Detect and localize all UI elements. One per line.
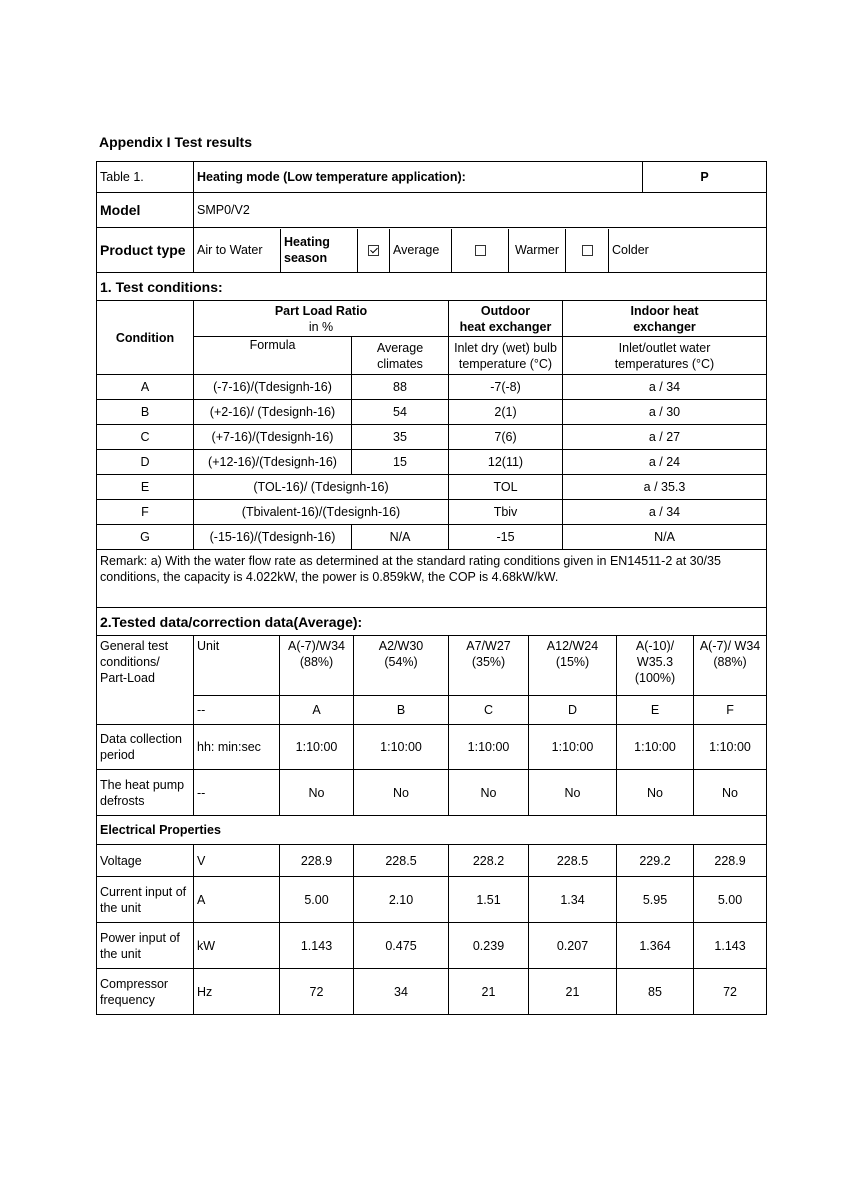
model-label: Model [97, 193, 194, 228]
table-row [97, 725, 767, 770]
point-line-1: A(-10)/ [635, 639, 675, 653]
condition-header: Condition [97, 301, 194, 375]
table-row [97, 969, 767, 1015]
heating-season-label: Heating season [281, 229, 358, 272]
table-row [97, 475, 767, 500]
value-cell: 228.9 [694, 845, 767, 877]
point-line-1: A12/W24 [546, 639, 599, 653]
outdoor-cell: -7(-8) [449, 375, 563, 400]
average-cell: 15 [352, 450, 449, 475]
value-cell: 21 [529, 969, 617, 1015]
remark-line-1: Remark: a) With the water flow rate as determined at the standard rating conditions given in EN14511-2 at 30/35 [100, 554, 721, 568]
unit-cell: V [194, 845, 280, 877]
water-header: Inlet/outlet water [618, 340, 711, 355]
season-average-label: Average [390, 229, 452, 272]
plr-header: Part Load Ratio [274, 303, 368, 318]
value-cell: 1:10:00 [354, 725, 449, 770]
table-row [97, 923, 767, 969]
value-cell: 228.2 [449, 845, 529, 877]
value-cell: No [529, 770, 617, 816]
value-cell: 1:10:00 [280, 725, 354, 770]
warmer-checkbox[interactable] [452, 229, 509, 272]
colder-checkbox[interactable] [566, 229, 609, 272]
value-cell: 5.00 [280, 877, 354, 923]
indoor-cell: a / 24 [563, 450, 767, 475]
value-cell: 228.9 [280, 845, 354, 877]
inlet-header: Inlet dry (wet) bulb [454, 340, 557, 355]
unit-cell: A [194, 877, 280, 923]
condition-cell: A [97, 375, 194, 400]
value-cell: 0.475 [354, 923, 449, 969]
remark [97, 550, 767, 608]
row-label: Power input of [100, 930, 180, 945]
table-row [97, 845, 767, 877]
table-row [97, 425, 767, 450]
condition-cell: F [97, 500, 194, 525]
row-label-2: frequency [100, 992, 155, 1007]
value-cell: 1.364 [617, 923, 694, 969]
checkbox-icon [582, 245, 593, 256]
section-test-conditions: 1. Test conditions: [97, 273, 767, 301]
row-label-2: the unit [100, 900, 142, 915]
table-p-marker: P [643, 162, 767, 193]
value-cell: 1.143 [280, 923, 354, 969]
table-label: Table 1. [97, 162, 194, 193]
table-row [97, 770, 767, 816]
point-letter: C [449, 696, 529, 725]
value-cell: 228.5 [529, 845, 617, 877]
formula-cell: (+2-16)/ (Tdesignh-16) [194, 400, 352, 425]
value-cell: 1:10:00 [617, 725, 694, 770]
formula-cell: (-15-16)/(Tdesignh-16) [194, 525, 352, 550]
row-label-2: period [100, 748, 135, 762]
unit-cell: Hz [194, 969, 280, 1015]
unit-cell: hh: min:sec [194, 725, 280, 770]
outdoor-header-2: heat exchanger [459, 319, 552, 334]
point-line-2: (15%) [555, 655, 590, 669]
row-label: The heat pump [100, 777, 185, 792]
point-line-2: (54%) [384, 655, 418, 669]
point-letter: B [354, 696, 449, 725]
season-warmer-label: Warmer [509, 229, 566, 272]
value-cell: 2.10 [354, 877, 449, 923]
value-cell: 85 [617, 969, 694, 1015]
value-cell: 1.143 [694, 923, 767, 969]
value-cell: No [280, 770, 354, 816]
value-cell: 1:10:00 [529, 725, 617, 770]
value-cell: 5.00 [694, 877, 767, 923]
point-line-1: A2/W30 [378, 639, 424, 653]
average-header: Average [376, 340, 424, 355]
row-label: Data collection [100, 732, 182, 746]
value-cell: 34 [354, 969, 449, 1015]
product-type-value: Air to Water [194, 229, 281, 272]
indoor-header-2: exchanger [633, 319, 696, 334]
test-point-header [449, 636, 529, 696]
value-cell: 72 [280, 969, 354, 1015]
outdoor-cell: TOL [449, 475, 563, 500]
point-line-3: (100%) [634, 671, 676, 685]
model-value: SMP0/V2 [194, 193, 767, 228]
point-letter: E [617, 696, 694, 725]
point-line-2: (88%) [299, 655, 334, 669]
point-letter: D [529, 696, 617, 725]
general-header-2: conditions/ [100, 655, 160, 669]
test-point-header [280, 636, 354, 696]
value-cell: No [449, 770, 529, 816]
season-colder-label: Colder [612, 243, 649, 257]
outdoor-cell: Tbiv [449, 500, 563, 525]
outdoor-cell: 12(11) [449, 450, 563, 475]
row-label-2: defrosts [100, 793, 145, 808]
test-point-header [354, 636, 449, 696]
section-tested-data: 2.Tested data/correction data(Average): [97, 608, 767, 636]
point-line-2: W35.3 [636, 655, 674, 669]
condition-cell: E [97, 475, 194, 500]
condition-cell: B [97, 400, 194, 425]
table-row [97, 500, 767, 525]
table-row [97, 525, 767, 550]
average-cell: 54 [352, 400, 449, 425]
average-checkbox[interactable] [358, 229, 390, 272]
formula-cell: (Tbivalent-16)/(Tdesignh-16) [194, 500, 449, 525]
formula-cell: (-7-16)/(Tdesignh-16) [194, 375, 352, 400]
table-row [97, 877, 767, 923]
value-cell: No [694, 770, 767, 816]
row-label-2: the unit [100, 946, 142, 961]
tested-data-table [96, 607, 767, 1015]
value-cell: 21 [449, 969, 529, 1015]
outdoor-cell: 7(6) [449, 425, 563, 450]
value-cell: 228.5 [354, 845, 449, 877]
indoor-cell: a / 34 [563, 375, 767, 400]
letters-unit: -- [194, 696, 280, 725]
value-cell: 229.2 [617, 845, 694, 877]
value-cell: 5.95 [617, 877, 694, 923]
point-line-1: A(-7)/ W34 [699, 639, 761, 653]
formula-header: Formula [194, 337, 352, 375]
page-heading: Appendix I Test results [99, 134, 252, 150]
general-header-3: Part-Load [100, 671, 155, 685]
unit-cell: -- [194, 770, 280, 816]
water-header-2: temperatures (°C) [614, 356, 715, 371]
plr-unit: in % [308, 319, 334, 334]
formula-cell: (+7-16)/(Tdesignh-16) [194, 425, 352, 450]
condition-cell: G [97, 525, 194, 550]
outdoor-header: Outdoor [480, 303, 531, 318]
average-cell: 35 [352, 425, 449, 450]
indoor-cell: a / 27 [563, 425, 767, 450]
point-letter: A [280, 696, 354, 725]
point-letter: F [694, 696, 767, 725]
point-line-2: (35%) [471, 655, 506, 669]
table-row [97, 375, 767, 400]
value-cell: 1.51 [449, 877, 529, 923]
value-cell: No [354, 770, 449, 816]
test-point-header [529, 636, 617, 696]
value-cell: 1:10:00 [694, 725, 767, 770]
value-cell: 1.34 [529, 877, 617, 923]
checkbox-icon [475, 245, 486, 256]
checkbox-icon [368, 245, 379, 256]
point-line-1: A7/W27 [466, 639, 511, 653]
outdoor-cell: -15 [449, 525, 563, 550]
value-cell: No [617, 770, 694, 816]
table-row [97, 400, 767, 425]
condition-cell: D [97, 450, 194, 475]
indoor-cell: N/A [563, 525, 767, 550]
value-cell: 72 [694, 969, 767, 1015]
test-point-header [694, 636, 767, 696]
indoor-header: Indoor heat [630, 303, 699, 318]
value-cell: 0.207 [529, 923, 617, 969]
value-cell: 1:10:00 [449, 725, 529, 770]
test-conditions-table [96, 161, 767, 608]
indoor-cell: a / 34 [563, 500, 767, 525]
formula-cell: (+12-16)/(Tdesignh-16) [194, 450, 352, 475]
value-cell: 0.239 [449, 923, 529, 969]
point-line-2: (88%) [713, 655, 747, 669]
condition-cell: C [97, 425, 194, 450]
inlet-header-2: temperature (°C) [458, 356, 553, 371]
average-cell: 88 [352, 375, 449, 400]
indoor-cell: a / 35.3 [563, 475, 767, 500]
table-title: Heating mode (Low temperature application): [194, 162, 643, 193]
average-cell: N/A [352, 525, 449, 550]
average-header-2: climates [377, 356, 423, 371]
general-header: General test [100, 639, 169, 653]
product-type-label: Product type [97, 228, 194, 273]
row-label: Current input of [100, 884, 187, 899]
row-label: Compressor [100, 976, 169, 991]
remark-line-2: conditions, the capacity is 4.022kW, the power is 0.859kW, the COP is 4.68kW/kW. [100, 570, 559, 584]
table-row [97, 450, 767, 475]
point-line-1: A(-7)/W34 [288, 639, 345, 653]
test-point-header [617, 636, 694, 696]
row-label: Voltage [100, 853, 142, 868]
outdoor-cell: 2(1) [449, 400, 563, 425]
formula-cell: (TOL-16)/ (Tdesignh-16) [194, 475, 449, 500]
unit-header: Unit [194, 636, 280, 696]
unit-cell: kW [194, 923, 280, 969]
electrical-properties-header: Electrical Properties [97, 816, 767, 845]
indoor-cell: a / 30 [563, 400, 767, 425]
